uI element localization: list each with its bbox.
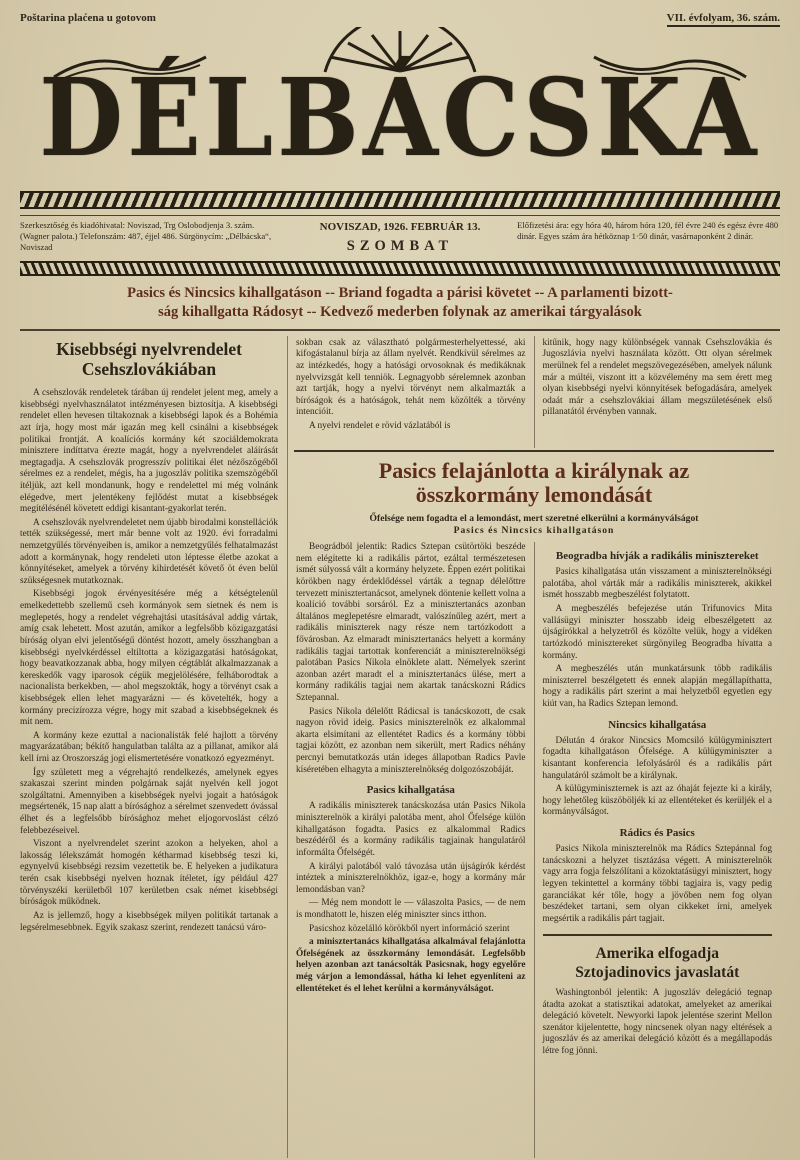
info-row [20,215,780,256]
paragraph: A nyelvi rendelet e rövid vázlatából is [309,421,451,432]
banner-line: Pasics és Nincsics kihallgatáson -- Briand fogadta a párisi követet -- A parlamenti bizott- [127,285,673,302]
paragraph: kitűnik, hogy nagy különbségek vannak Csehszlovákia és Jugoszlávia nyelvi használata között. Ott olyan sérelmek merülnek fel a rendelet megszövegezésében, amelyek nálunk már a múltéi, viszont itt a közvélemény ma sem érett meg olyan kisebbségi nyelvi könnyítések befogadására, amelyek odaát már a csehszlovákiai állam megszületésének első pillanatától érvényben vannak. [542,337,772,418]
right-zone [288,336,780,1158]
banner-headline [20,276,780,331]
issue-date: NOVISZAD, 1926. FEBRUÁR 13. [319,221,481,233]
paragraph: Beográdból jelentik: Radics Sztepan csütörtöki beszéde nem elégítette ki a radikális pártot, ezáltal természetesen ismét súlyossá vált a kormány helyzete. Éppen ezért politikai körökben nagy érdeklődéssel várták a tegnap délelőttre tervezett minisztertanácsot, amelynek döntenie kellett volna a koalíció további sorsáról. Ez a minisztertanács azonban általános meglepetésre elmaradt, valószínűleg azért, mert a radikális miniszterek nagy része nem tartózkodott a fővárosban. Az elmaradt minisztertanács helyett a kormány radikális tagjai tartottak konferenciát a miniszterelnökségi palotában Pasics Nikola elnöklete alatt. Némelyek szerint azonban azért maradt el a minisztertanács ülése, mert a kormány radikális tagjai nem akartak tanácskozni Rádics Sztepannal. [296,542,526,703]
paragraph: A radikális miniszterek tanácskozása után Pasics Nikola miniszterelnök a királyi palotába ment, ahol Őfelsége külön kihallgatáson fogadta. Pasics ez alkalommal Radics beszédéről és a kormány radikális tagjainak hangulatáról informálta Őfelségét. [296,801,526,858]
article-title-line: Sztojadinovics javaslatát [575,963,740,981]
lead-article-column-1 [288,542,534,1158]
subhead-ministers-called: Beogradba hívják a radikális minisztereket [555,550,759,563]
paragraph: A kormány keze ezuttal a nacionalisták felé hajlott a törvény magyarázatában; békítő hangulatban találta az a pillanat, amikor alá kell írni az Oroszország jogi elismertetésére vonatkozó egyezményt. [20,730,278,764]
masthead [20,29,780,179]
paragraph: Washingtonból jelentik: A jugoszláv delegáció tegnap átadta azokat a statisztikai adatokat, amelyeket az amerikai delegáció követelt. Newyorki lapok jelentése szerint Mellon szenátor kijelentette, hogy nincsenek olyan nagy eltérések a jugoszláv és az amerikai delegáció között és a megállapodás létre fog jönni. [542,988,772,1057]
subscription-info: Előfizetési ára: egy hóra 40, három hóra 120, fél évre 240 és egész évre 480 dinár. Egyes szám ára hétköznap 1·50 dinár, vasárnaponként 2 dinár. [517,220,779,242]
paragraph: Az is jellemző, hogy a kisebbségek milyen politikát tartanak a legsérelmesebbnek. Egyik szakasz szerint, rendezett tanácsú váro- [20,910,278,933]
paragraph: Pasics kihallgatása után visszament a miniszterelnökségi palotába, ahol várták már a radikális miniszterek, akikkel ismét hosszabb megbeszélést folytatott. [542,567,772,601]
paragraph: Kisebbségi jogok érvényesítésére még a kétségtelenül emelkedettebb szellemű cseh kormányok sem sietnek és nem is meglepetés, hogy a rendelet végrehajtási utasításával addig vártak, amíg csak lehetett. Most azután, amikor a legfelsőbb közigazgatási bíróság olyan elvi jelentőségű döntést hozott, amely összhangban a kisebbségi nyelvkérdéssel eltiltotta a közigazgatási hatóságokat, hogy beavatkozzanak abba, hogy milyen cégtáblát alkalmazzanak a kereskedők vagy iparosok cégük megjelölésére, felháborodtak a nacionalista berkekben, — ahol megszokták, hogy a törvényt csak a kisebbségek ellen lehet magyarázni — és követelték, hogy a kormány precizírozza végre, hogy mit szabad a kisebbségeknek és mit nem. [20,589,278,728]
paragraph: A megbeszélés befejezése után Trifunovics Mita vallásügyi miniszter hosszabb ideig elbeszélgetett az újságírókkal a helyzetről és közölte velük, hogy a vidéken tartózkodó minisztereket sürgönyileg Beogradba hívatta a kormány. [542,604,772,661]
paragraph: Viszont a nyelvrendelet szerint azokon a helyeken, ahol a lakosság lélekszámát homogén kétharmad kisebbség teszi ki, egynyelvű kisebbségi rezsim vezettetik be. E helyeken a judikatura terén csak kisebbségi nyelven hoznak ítéletet, így például 427 törvényszéki kerületből 107 kerületben csak német kisebbségi bíróságok működnek. [20,839,278,908]
paragraph: — Még nem mondott le — válaszolta Pasics, — de nem is mondhatott le, hiszen elég miniszter sincs itthon. [296,898,526,920]
continuation-column [534,336,781,448]
lead-article-subtitle-2: Pasics és Nincsics kihallgatáson [453,525,615,537]
issue-day: SZOMBAT [346,238,454,255]
ornamental-band [20,191,780,209]
article-title-line: Csehszlovákiában [81,359,217,380]
newspaper-title: DÉLBÁCSKA [39,55,761,181]
paragraph: A csehszlovák rendeletek tárában új rendelet jelent meg, amely a kisebbségi nyelvhasználatot intézményesen biztosítja. A kisebbségi rendelet ellen hevesen tiltakoznak a kisebbségi lapok és a Bohémia azt írja, hogy most már igazán meg kell csinálni a kisebbségek politikai frontját. A koalíciós kormány két szociáldemokrata minisztere indíttatva érezte magát, hogy a nyelvrendelet aláírását megtagadja. A csehszlovák progresszív politikai élet nézőszögéből sérelmes ez a rendelet, mégis, ha a jugoszláv politika szemszögéből ítéljük, azt kell mondanunk, hogy e rendelettel mi még volnánk elégedve, mert jelentékeny fejlődést mutat a kisebbségek megítélésénél követett eddigi kisantant-gyakorlat terén. [20,388,278,515]
article-title [20,339,278,380]
paragraph: sokban csak az választható polgármesterhelyettessé, aki kifogástalanul bírja az állam nyelvét. Rendkívül sérelmes az az intézkedés, hogy a hatósági orvosoknak és medikáknak nyelvvizsgát kell tenniök. Legnagyobb sérelemnek azonban azt tartják, hogy a nyelvi törvényt nem alkalmazták a bíróságok és a hatóságok, tehát nem közölték a törvény intencióit. [296,337,526,418]
editorial-office-info: Szerkesztőség és kiadóhivatal: Noviszad, Trg Oslobodjenja 3. szám. (Wagner palota.) Telefonszám: 487, éjjel 486. Sürgönycím: „Délbácska“, Noviszad [20,220,272,253]
paragraph: A megbeszélés után munkatársunk több radikális miniszterrel beszélgetett és ennek alapján megállapíthatta, hogy a radikális párt szerint a mai helyzetből egyetlen egy kiút van, ha Radics Sztepan lemond. [542,664,772,709]
paragraph: Pasics Nikola délelőtt Rádicsal is tanácskozott, de csak nagyon rövid ideig. Pasics miniszterelnök ez alkalommal akarta elsimítani az ellentétet Radics és a kormány többi tagjai között, ez azonban nem sikerült, mert Radics néhány percnyi bemutatkozás után ideges állapotban Radics Pavle kíséretében elhagyta a miniszterelnökség dolgozószobáját. [296,706,526,775]
paragraph: Pasics Nikola miniszterelnök ma Rádics Sztepánnal fog tanácskozni a helyzet tisztázása végett. A miniszterelnök vagy arra fogja felszólítani a közoktatásügyi minisztert, hogy legyen tekintettel a kormány többi tagjaira is, vagy pedig garanciákat kér tőle, hogy a jövőben nem fog olyan beszédeket tartani, sem olyan cikkeket írni, amelyek megsértik a radikális párt tagjait. [542,844,772,924]
article-continuation [288,336,780,448]
headline-line: Pasics felajánlotta a királynak az [378,457,690,483]
paragraph: A külügyminiszternek is azt az óhaját fejezte ki a király, hogy lehetőleg küszöböljék ki az ellentéteket és kerüljék el a kormányválságot. [542,784,772,818]
lead-article-subtitle: Őfelsége nem fogadta el a lemondást, mert szeretné elkerülni a kormányválságot [369,513,699,525]
paragraph: A csehszlovák nyelvrendeletet nem újabb birodalmi konstellációk tették szükségessé, mert már benne volt az 1920. évi forradalmi nemzetgyűlés törvényeiben is, amikor a nemzetgyűlés felhatalmazást adott a kormánynak, hogy rendeleti uton léptesse életbe azokat a könnyítéseket, amelyek a törvény kihirdetését követő öt éven belül szükségesnek mutatkoznak. [20,517,278,586]
issue-number: VII. évfolyam, 36. szám. [667,12,780,27]
subhead-pasics-hearing: Pasics kihallgatása [366,784,455,797]
article-title-line: Amerika elfogadja [595,945,720,963]
article-title-line: Kisebbségi nyelvrendelet [56,338,242,359]
horizontal-rule [294,450,774,452]
ornamental-divider [20,261,780,276]
paragraph: Délután 4 órakor Nincsics Momcsiló külügyminisztert fogadta kihallgatáson Őfelsége. A külügyminiszter a kisantant konferencia lefolyásáról és a radikális párt hangulatáról számolt be a királynak. [542,735,772,781]
lead-article-headline [288,459,780,508]
date-block [295,220,505,256]
article-america-title [543,934,773,982]
paragraph: Így született meg a végrehajtó rendelkezés, amelynek egyes szakaszai szerint minden polgárnak saját nyelvén kell jogot szolgáltatni. Amennyiben a kisebbségek nyelvi jogait a hatóságok megsértenék, 15 nap alatt a bírósághoz a sérelmet szenvedett óvással élhet és a legfelsőbb bírósághoz mehet eljogorvoslást célzó felebbezéseivel. [20,767,278,836]
headline-line: összkormány lemondását [415,482,653,508]
subhead-nincsics-hearing: Nincsics kihallgatása [608,718,707,731]
banner-line: ság kihallgatta Rádosyt -- Kedvező mederben folynak az amerikai tárgyalások [158,303,642,320]
content-area [20,336,780,1158]
paragraph: Pasicshoz közelálló körökből nyert információ szerint [309,923,510,934]
paragraph-emphasized: a minisztertanács kihallgatása alkalmával felajánlotta Őfelségének az összkormány lemondását. Legfelsőbb helyen azonban azt tanácsolták Pasicsnak, hogy egyelőre még várjon a lemondással, hátha ki lehet egyenlíteni az ellentéteket és el lehet kerülni a kormányválságot. [296,937,526,994]
article-minority-language-decree [20,336,288,1158]
subhead-radics-pasics: Rádics és Pasics [619,827,695,840]
paragraph: A királyi palotából való távozása után újságírók kérdést intéztek a miniszterelnökhöz, igaz-e, hogy a kormány már lemondásban van? [296,861,526,895]
lead-article-column-2 [534,542,781,1158]
postal-notice: Poštarina plaćena u gotovom [20,12,156,24]
lead-article-columns [288,542,780,1158]
continuation-column [288,336,534,448]
